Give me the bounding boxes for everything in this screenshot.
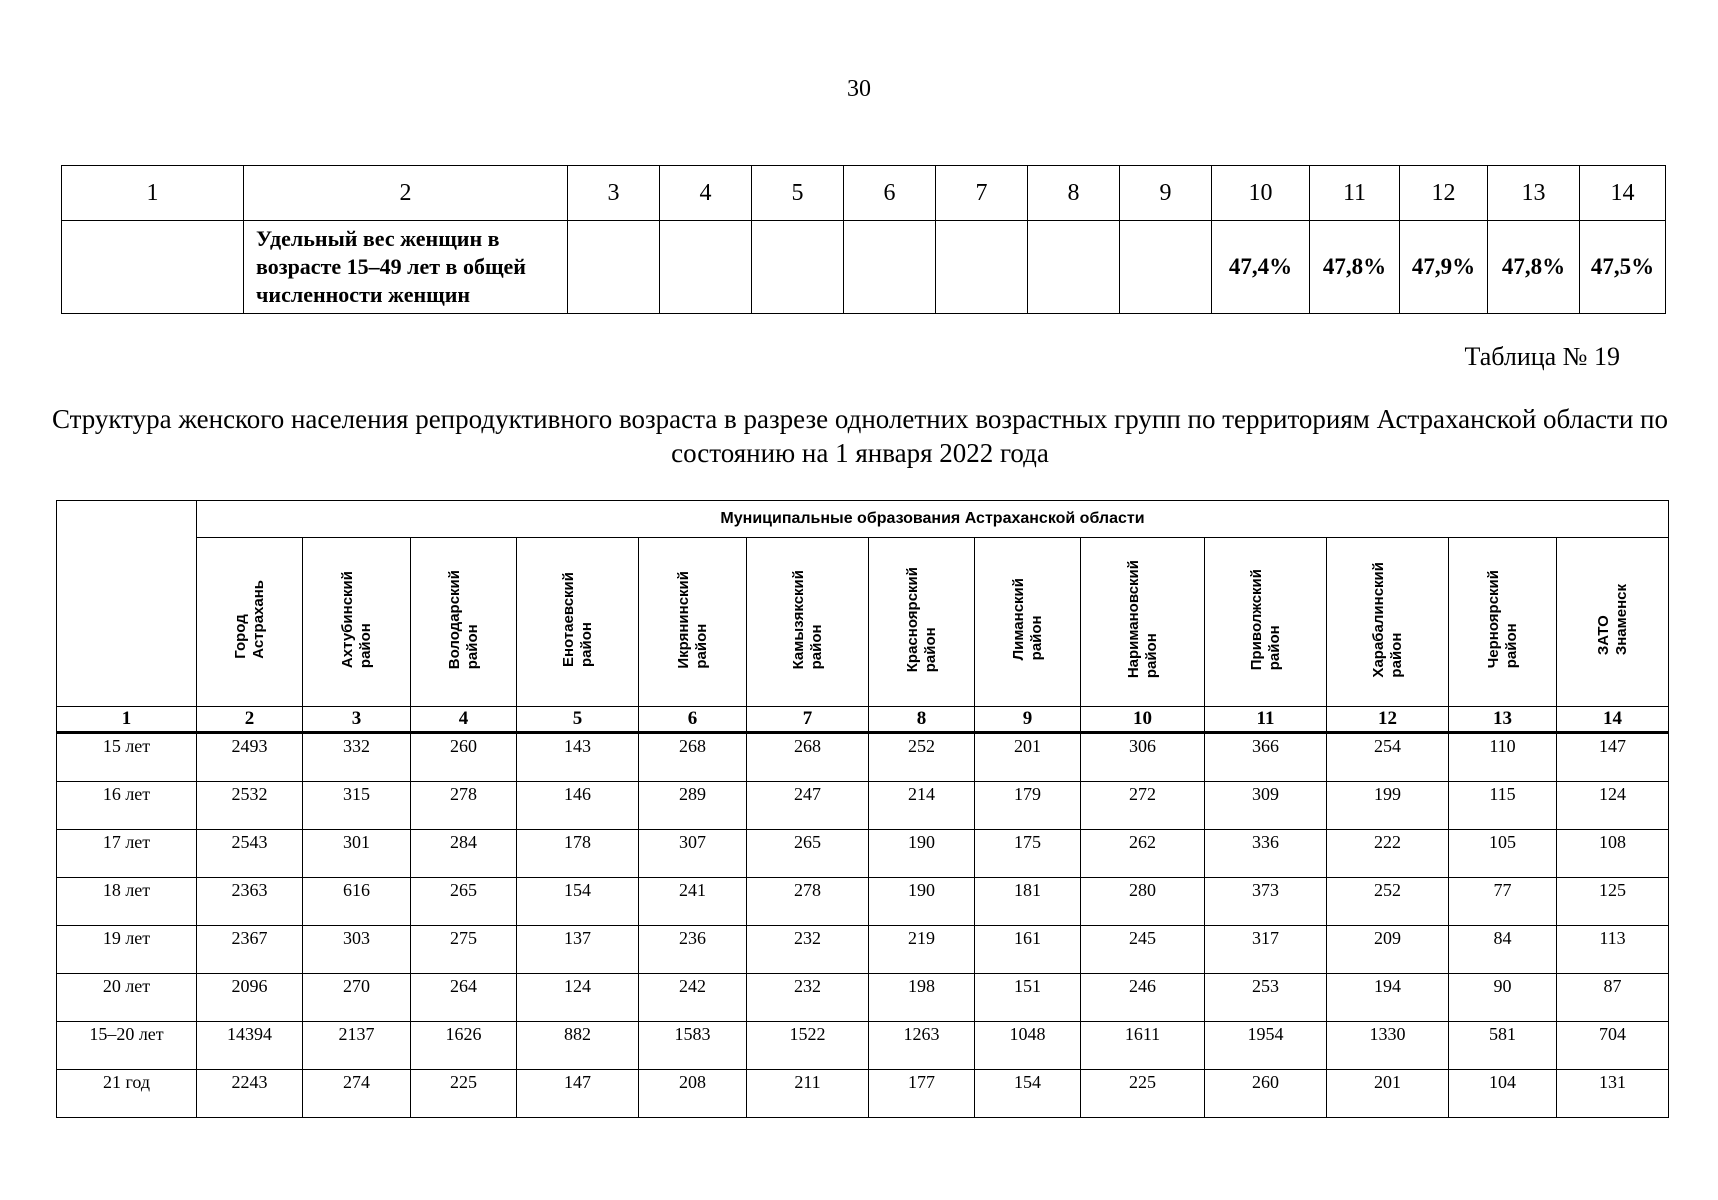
value-cell xyxy=(844,221,936,314)
value-cell: 366 xyxy=(1205,733,1327,782)
value-cell: 14394 xyxy=(197,1022,303,1070)
value-cell: 1263 xyxy=(869,1022,975,1070)
value-cell: 704 xyxy=(1557,1022,1669,1070)
column-number: 10 xyxy=(1212,166,1310,221)
table-row xyxy=(57,878,1669,926)
value-cell: 225 xyxy=(411,1070,517,1118)
table-title: Структура женского населения репродуктивного возраста в разрезе однолетних возрастных групп по территориям Астраханской области по состоянию на 1 января 2022 года xyxy=(51,404,1669,468)
value-cell: 336 xyxy=(1205,830,1327,878)
value-cell: 222 xyxy=(1327,830,1449,878)
value-cell: 90 xyxy=(1449,974,1557,1022)
value-cell: 2096 xyxy=(197,974,303,1022)
column-number: 10 xyxy=(1081,707,1205,733)
value-cell: 1330 xyxy=(1327,1022,1449,1070)
municipality-name: Володарский район xyxy=(445,569,481,670)
value-cell: 201 xyxy=(1327,1070,1449,1118)
value-cell: 115 xyxy=(1449,782,1557,830)
municipality-header xyxy=(639,538,747,707)
value-cell: 178 xyxy=(517,830,639,878)
age-group-cell: 16 лет xyxy=(57,782,197,830)
municipality-name: Наримановский район xyxy=(1124,560,1160,679)
municipality-header xyxy=(1081,538,1205,707)
value-cell: 252 xyxy=(1327,878,1449,926)
value-cell: 882 xyxy=(517,1022,639,1070)
group-header: Муниципальные образования Астраханской области xyxy=(197,501,1669,538)
value-cell: 373 xyxy=(1205,878,1327,926)
value-cell: 209 xyxy=(1327,926,1449,974)
value-cell: 87 xyxy=(1557,974,1669,1022)
value-cell xyxy=(1028,221,1120,314)
value-cell: 151 xyxy=(975,974,1081,1022)
municipality-name: Харабалинский район xyxy=(1369,561,1405,678)
page-number: 30 xyxy=(847,76,871,102)
age-group-cell: 15 лет xyxy=(57,733,197,782)
value-cell: 104 xyxy=(1449,1070,1557,1118)
value-cell: 252 xyxy=(869,733,975,782)
value-cell: 194 xyxy=(1327,974,1449,1022)
municipality-header xyxy=(975,538,1081,707)
value-cell: 2532 xyxy=(197,782,303,830)
value-cell: 143 xyxy=(517,733,639,782)
value-cell: 47,9% xyxy=(1400,221,1488,314)
value-cell: 284 xyxy=(411,830,517,878)
value-cell: 225 xyxy=(1081,1070,1205,1118)
value-cell: 309 xyxy=(1205,782,1327,830)
municipality-header xyxy=(411,538,517,707)
value-cell: 332 xyxy=(303,733,411,782)
value-cell: 307 xyxy=(639,830,747,878)
value-cell: 199 xyxy=(1327,782,1449,830)
value-cell xyxy=(1120,221,1212,314)
value-cell: 275 xyxy=(411,926,517,974)
value-cell: 247 xyxy=(747,782,869,830)
value-cell: 177 xyxy=(869,1070,975,1118)
group-header-row xyxy=(57,501,1669,538)
value-cell: 1522 xyxy=(747,1022,869,1070)
value-cell xyxy=(660,221,752,314)
value-cell: 245 xyxy=(1081,926,1205,974)
value-cell: 264 xyxy=(411,974,517,1022)
value-cell: 1583 xyxy=(639,1022,747,1070)
value-cell xyxy=(568,221,660,314)
value-cell: 208 xyxy=(639,1070,747,1118)
value-cell: 278 xyxy=(747,878,869,926)
value-cell: 105 xyxy=(1449,830,1557,878)
value-cell: 306 xyxy=(1081,733,1205,782)
value-cell: 280 xyxy=(1081,878,1205,926)
value-cell: 214 xyxy=(869,782,975,830)
value-cell: 253 xyxy=(1205,974,1327,1022)
column-number: 2 xyxy=(244,166,568,221)
value-cell: 2367 xyxy=(197,926,303,974)
column-number: 5 xyxy=(752,166,844,221)
value-cell: 262 xyxy=(1081,830,1205,878)
column-number: 4 xyxy=(660,166,752,221)
value-cell: 2543 xyxy=(197,830,303,878)
municipality-header xyxy=(1327,538,1449,707)
municipality-name: Красноярский район xyxy=(903,566,939,673)
municipality-name: Ахтубинский район xyxy=(338,570,374,669)
value-cell: 265 xyxy=(747,830,869,878)
value-cell: 108 xyxy=(1557,830,1669,878)
municipality-name: Лиманский район xyxy=(1009,578,1045,661)
value-cell: 125 xyxy=(1557,878,1669,926)
value-cell: 47,5% xyxy=(1580,221,1666,314)
value-cell: 47,8% xyxy=(1310,221,1400,314)
value-cell: 190 xyxy=(869,878,975,926)
column-number: 14 xyxy=(1557,707,1669,733)
value-cell: 236 xyxy=(639,926,747,974)
value-cell: 84 xyxy=(1449,926,1557,974)
value-cell: 268 xyxy=(747,733,869,782)
value-cell: 270 xyxy=(303,974,411,1022)
municipality-name: Город Астрахань xyxy=(231,580,267,659)
value-cell: 232 xyxy=(747,926,869,974)
value-cell: 278 xyxy=(411,782,517,830)
column-number-row xyxy=(57,707,1669,733)
column-number: 12 xyxy=(1400,166,1488,221)
municipality-name: ЗАТО Знаменск xyxy=(1594,583,1630,656)
value-cell: 47,8% xyxy=(1488,221,1580,314)
value-cell: 260 xyxy=(411,733,517,782)
column-number: 1 xyxy=(57,707,197,733)
value-cell: 131 xyxy=(1557,1070,1669,1118)
value-cell: 1626 xyxy=(411,1022,517,1070)
column-number: 3 xyxy=(303,707,411,733)
continuation-table xyxy=(61,165,1666,314)
column-number: 14 xyxy=(1580,166,1666,221)
value-cell: 147 xyxy=(1557,733,1669,782)
municipality-header xyxy=(869,538,975,707)
value-cell: 303 xyxy=(303,926,411,974)
municipality-header xyxy=(303,538,411,707)
value-cell: 219 xyxy=(869,926,975,974)
indicator-label: Удельный вес женщин в возрасте 15–49 лет в общей численности женщин xyxy=(244,221,568,314)
value-cell: 301 xyxy=(303,830,411,878)
value-cell: 146 xyxy=(517,782,639,830)
value-cell: 77 xyxy=(1449,878,1557,926)
indicator-row xyxy=(62,221,1666,314)
value-cell: 246 xyxy=(1081,974,1205,1022)
value-cell: 289 xyxy=(639,782,747,830)
municipality-header xyxy=(1557,538,1669,707)
value-cell: 137 xyxy=(517,926,639,974)
value-cell: 154 xyxy=(517,878,639,926)
value-cell: 581 xyxy=(1449,1022,1557,1070)
value-cell: 1954 xyxy=(1205,1022,1327,1070)
column-number: 4 xyxy=(411,707,517,733)
value-cell: 175 xyxy=(975,830,1081,878)
table-row xyxy=(57,1070,1669,1118)
value-cell: 241 xyxy=(639,878,747,926)
municipality-header xyxy=(517,538,639,707)
table-row xyxy=(57,926,1669,974)
empty-cell xyxy=(62,221,244,314)
value-cell: 2493 xyxy=(197,733,303,782)
corner-cell xyxy=(57,501,197,707)
value-cell: 616 xyxy=(303,878,411,926)
column-number: 9 xyxy=(975,707,1081,733)
value-cell: 2363 xyxy=(197,878,303,926)
value-cell: 147 xyxy=(517,1070,639,1118)
table-row xyxy=(57,1022,1669,1070)
population-table xyxy=(56,500,1669,1118)
value-cell: 124 xyxy=(1557,782,1669,830)
column-number: 13 xyxy=(1449,707,1557,733)
column-number: 7 xyxy=(747,707,869,733)
column-number: 11 xyxy=(1205,707,1327,733)
column-number: 9 xyxy=(1120,166,1212,221)
value-cell: 272 xyxy=(1081,782,1205,830)
value-cell: 47,4% xyxy=(1212,221,1310,314)
value-cell: 198 xyxy=(869,974,975,1022)
column-number: 12 xyxy=(1327,707,1449,733)
value-cell: 201 xyxy=(975,733,1081,782)
municipality-name: Икрянинский район xyxy=(674,570,710,669)
column-number: 8 xyxy=(1028,166,1120,221)
table-row xyxy=(57,830,1669,878)
value-cell: 2137 xyxy=(303,1022,411,1070)
column-number: 7 xyxy=(936,166,1028,221)
value-cell: 2243 xyxy=(197,1070,303,1118)
municipality-header xyxy=(1205,538,1327,707)
value-cell: 110 xyxy=(1449,733,1557,782)
age-group-cell: 17 лет xyxy=(57,830,197,878)
table-row xyxy=(57,733,1669,782)
age-group-cell: 20 лет xyxy=(57,974,197,1022)
value-cell: 254 xyxy=(1327,733,1449,782)
column-number: 1 xyxy=(62,166,244,221)
column-number: 2 xyxy=(197,707,303,733)
value-cell: 154 xyxy=(975,1070,1081,1118)
value-cell: 124 xyxy=(517,974,639,1022)
value-cell: 274 xyxy=(303,1070,411,1118)
value-cell: 161 xyxy=(975,926,1081,974)
value-cell: 113 xyxy=(1557,926,1669,974)
column-number: 6 xyxy=(639,707,747,733)
value-cell xyxy=(936,221,1028,314)
age-group-cell: 21 год xyxy=(57,1070,197,1118)
column-number: 13 xyxy=(1488,166,1580,221)
column-number: 5 xyxy=(517,707,639,733)
municipality-name: Енотаевский район xyxy=(559,571,595,668)
table-row xyxy=(57,782,1669,830)
column-number: 8 xyxy=(869,707,975,733)
age-group-cell: 18 лет xyxy=(57,878,197,926)
municipality-header xyxy=(1449,538,1557,707)
municipality-header-row xyxy=(57,538,1669,707)
value-cell: 190 xyxy=(869,830,975,878)
value-cell: 265 xyxy=(411,878,517,926)
age-group-cell: 19 лет xyxy=(57,926,197,974)
value-cell: 315 xyxy=(303,782,411,830)
continuation-header-row xyxy=(62,166,1666,221)
value-cell: 211 xyxy=(747,1070,869,1118)
column-number: 6 xyxy=(844,166,936,221)
value-cell: 260 xyxy=(1205,1070,1327,1118)
value-cell xyxy=(752,221,844,314)
value-cell: 179 xyxy=(975,782,1081,830)
table-row xyxy=(57,974,1669,1022)
table-label: Таблица № 19 xyxy=(1464,342,1620,371)
municipality-header xyxy=(197,538,303,707)
value-cell: 317 xyxy=(1205,926,1327,974)
value-cell: 242 xyxy=(639,974,747,1022)
value-cell: 181 xyxy=(975,878,1081,926)
value-cell: 232 xyxy=(747,974,869,1022)
municipality-name: Камызякский район xyxy=(789,569,825,670)
column-number: 11 xyxy=(1310,166,1400,221)
municipality-header xyxy=(747,538,869,707)
value-cell: 1611 xyxy=(1081,1022,1205,1070)
value-cell: 1048 xyxy=(975,1022,1081,1070)
age-group-cell: 15–20 лет xyxy=(57,1022,197,1070)
column-number: 3 xyxy=(568,166,660,221)
value-cell: 268 xyxy=(639,733,747,782)
municipality-name: Черноярский район xyxy=(1484,570,1520,669)
municipality-name: Приволжский район xyxy=(1247,568,1283,671)
